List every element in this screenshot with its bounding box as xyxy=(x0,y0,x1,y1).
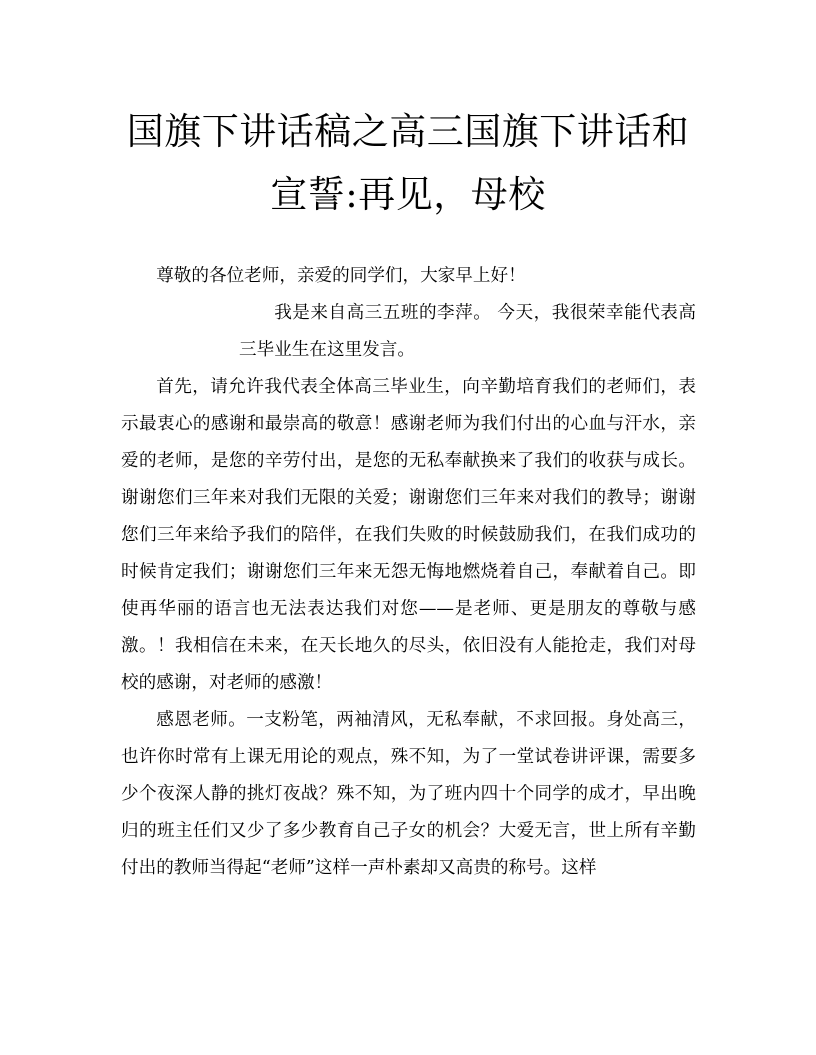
greeting-paragraph: 尊敬的各位老师，亲爱的同学们，大家早上好！ xyxy=(156,266,526,286)
gratitude-paragraph: 感恩老师。一支粉笔，两袖清风，无私奉献，不求回报。身处高三，也许你时常有上课无用论的观点，殊不知，为了一堂试卷讲评课，需要多少个夜深人静的挑灯夜战？殊不知，为了班内四十个同学的成才，早出晚归的班主任们又少了多少教育自己子女的机会？大爱无言，世上所有辛勤付出的教师当得起“老师”这样一声朴素却又高贵的称号。这样 xyxy=(121,710,696,878)
document-body xyxy=(121,258,696,887)
thanks-paragraph: 首先，请允许我代表全体高三毕业生，向辛勤培育我们的老师们，表示最衷心的感谢和最崇高的敬意！感谢老师为我们付出的心血与汗水，亲爱的老师，是您的辛劳付出，是您的无私奉献换来了我们的收获与成长。谢谢您们三年来对我们无限的关爱；谢谢您们三年来对我们的教导；谢谢您们三年来给予我们的陪伴，在我们失败的时候鼓励我们，在我们成功的时候肯定我们；谢谢您们三年来无怨无悔地燃烧着自己，奉献着自己。即使再华丽的语言也无法表达我们对您——是老师、更是朋友的尊敬与感激。！我相信在未来，在天长地久的尽头，依旧没有人能抢走，我们对母校的感谢，对老师的感激！ xyxy=(121,377,696,693)
document-title: 国旗下讲话稿之高三国旗下讲话和宣誓:再见，母校 xyxy=(126,110,690,216)
introduction-paragraph: 我是来自高三五班的李萍。 今天，我很荣幸能代表高三毕业生在这里发言。 xyxy=(239,303,696,360)
